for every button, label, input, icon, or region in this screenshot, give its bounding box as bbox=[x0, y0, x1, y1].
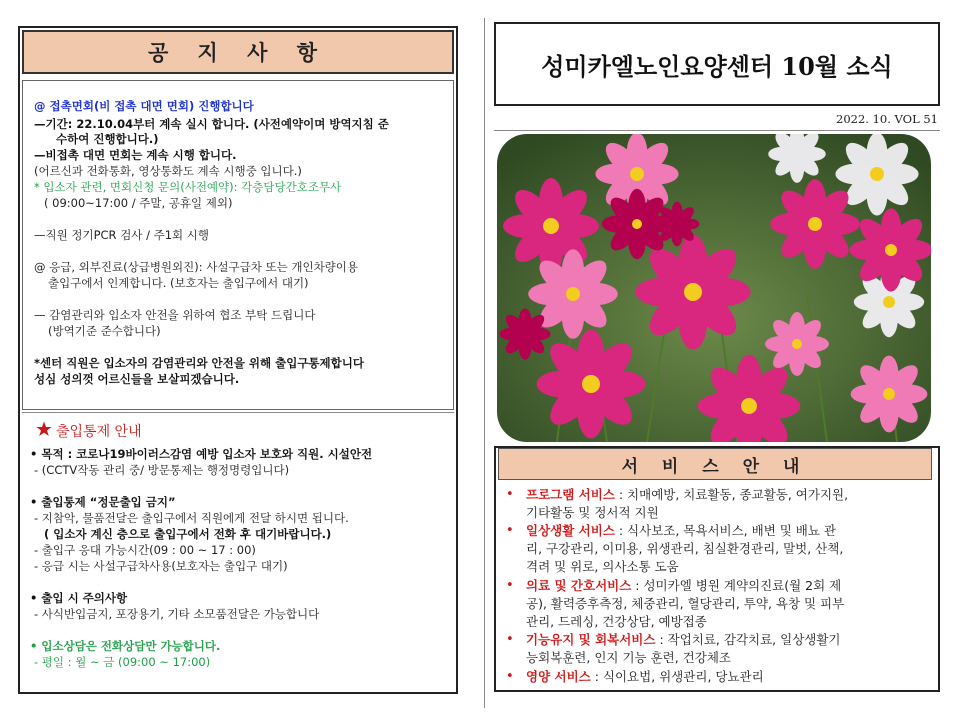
bullet-icon: • bbox=[506, 523, 514, 538]
service-name: 영양 서비스 bbox=[526, 669, 591, 684]
notice-line: — 감염관리와 입소자 안전을 위하여 협조 부탁 드립니다 bbox=[34, 308, 316, 322]
access-line: - 출입구 응대 가능시간(09 : 00 ~ 17 : 00) bbox=[34, 543, 256, 557]
service-desc: : 작업치료, 감각치료, 일상생활기 bbox=[655, 632, 841, 647]
service-desc: : 식이요법, 위생관리, 당뇨관리 bbox=[590, 669, 764, 684]
service-desc-line: 리, 구강관리, 이미용, 위생관리, 침실환경관리, 말벗, 산책, bbox=[526, 541, 844, 556]
service-item bbox=[526, 487, 848, 503]
section-divider bbox=[22, 412, 454, 413]
access-line: • 입소상담은 전화상담만 가능합니다. bbox=[30, 639, 221, 653]
notice-line: (방역기준 준수합니다) bbox=[48, 324, 161, 338]
star-icon bbox=[36, 421, 52, 441]
access-title-text: 출입통제 안내 bbox=[56, 424, 142, 440]
notice-line: —직원 정기PCR 검사 / 주1회 시행 bbox=[34, 228, 210, 242]
service-desc-line: 능회복훈련, 인지 기능 훈련, 건강체조 bbox=[526, 650, 731, 665]
service-item bbox=[526, 523, 836, 539]
access-line: - 평일 : 월 ~ 금 (09:00 ~ 17:00) bbox=[34, 655, 211, 669]
access-line: - 응급 시는 사설구급차사용(보호자는 출입구 대기) bbox=[34, 559, 288, 573]
access-line: • 출입통제 “정문출입 금지” bbox=[30, 495, 176, 509]
notice-line: —비접촉 대면 면회는 계속 시행 합니다. bbox=[34, 148, 237, 162]
service-name: 기능유지 및 회복서비스 bbox=[526, 632, 656, 647]
service-name: 프로그램 서비스 bbox=[526, 487, 615, 502]
access-line: • 목적 : 코로나19바이러스감염 예방 입소자 보호와 직원. 시설안전 bbox=[30, 447, 373, 461]
access-line: ( 입소자 계신 층으로 출입구에서 전화 후 대기바랍니다.) bbox=[44, 527, 332, 541]
bullet-icon: • bbox=[506, 632, 514, 647]
cosmos-flowers-photo bbox=[497, 134, 931, 442]
service-desc-line: 기타활동 및 정서적 지원 bbox=[526, 505, 659, 520]
access-line: • 출입 시 주의사항 bbox=[30, 591, 128, 605]
service-desc: : 식사보조, 목욕서비스, 배변 및 배뇨 관 bbox=[614, 523, 836, 538]
service-desc: : 성미카엘 병원 계약의진료(월 2회 제 bbox=[631, 578, 842, 593]
access-line: - 사식반입금지, 포장용기, 기타 소모품전달은 가능합니다 bbox=[34, 607, 320, 621]
service-desc-line: 관리, 드레싱, 건강상담, 예방접종 bbox=[526, 614, 707, 629]
newsletter-title-box bbox=[494, 22, 940, 106]
access-title bbox=[36, 421, 142, 441]
service-desc-line: 격려 및 위로, 의사소통 도움 bbox=[526, 559, 679, 574]
notice-line: 수하여 진행합니다.) bbox=[56, 132, 159, 146]
newsletter-title: 성미카엘노인요양센터 10월 소식 bbox=[541, 51, 893, 81]
service-title: 서 비 스 안 내 bbox=[621, 456, 809, 477]
service-item bbox=[526, 632, 841, 648]
notice-line: * 입소자 관련, 면회신청 문의(사전예약): 각층담당간호조무사 bbox=[34, 180, 342, 194]
service-name: 일상생활 서비스 bbox=[526, 523, 615, 538]
service-desc-line: 공), 활력증후측정, 체중관리, 혈당관리, 투약, 욕창 및 피부 bbox=[526, 596, 845, 611]
access-line: - 지참악, 물품전달은 출입구에서 직원에게 전달 하시면 됩니다. bbox=[34, 511, 349, 525]
service-item bbox=[526, 578, 841, 594]
notice-title: 공 지 사 항 bbox=[147, 40, 329, 65]
column-separator bbox=[484, 18, 485, 708]
notice-header bbox=[22, 30, 454, 74]
service-item bbox=[526, 669, 764, 685]
access-line: - (CCTV작동 관리 중/ 방문통제는 행정명령입니다) bbox=[34, 463, 290, 477]
service-header bbox=[498, 448, 932, 480]
notice-line: @ 접촉면회(비 접촉 대면 면회) 진행합니다 bbox=[34, 99, 254, 113]
notice-line: 성심 성의껏 어르신들을 보살피겠습니다. bbox=[34, 372, 240, 386]
bullet-icon: • bbox=[506, 487, 514, 502]
service-name: 의료 및 간호서비스 bbox=[526, 578, 632, 593]
bullet-icon: • bbox=[506, 578, 514, 593]
notice-line: ( 09:00~17:00 / 주말, 공휴일 제외) bbox=[44, 196, 233, 210]
notice-line: (어르신과 전화통화, 영상통화도 계속 시행중 입니다.) bbox=[34, 164, 302, 178]
notice-line: 출입구에서 인계합니다. (보호자는 출입구에서 대기) bbox=[48, 276, 309, 290]
service-desc: : 치매예방, 치료활동, 종교활동, 여가지원, bbox=[614, 487, 849, 502]
notice-line: *센터 직원은 입소자의 감염관리와 안전을 위해 출입구통제합니다 bbox=[34, 356, 364, 370]
issue-date: 2022. 10. VOL 51 bbox=[836, 112, 938, 126]
notice-line: —기간: 22.10.04부터 계속 실시 합니다. (사전예약이며 방역지침 준 bbox=[34, 117, 389, 131]
notice-line: @ 응급, 외부진료(상급병원외진): 사설구급차 또는 개인차량이용 bbox=[34, 260, 359, 274]
bullet-icon: • bbox=[506, 669, 514, 684]
